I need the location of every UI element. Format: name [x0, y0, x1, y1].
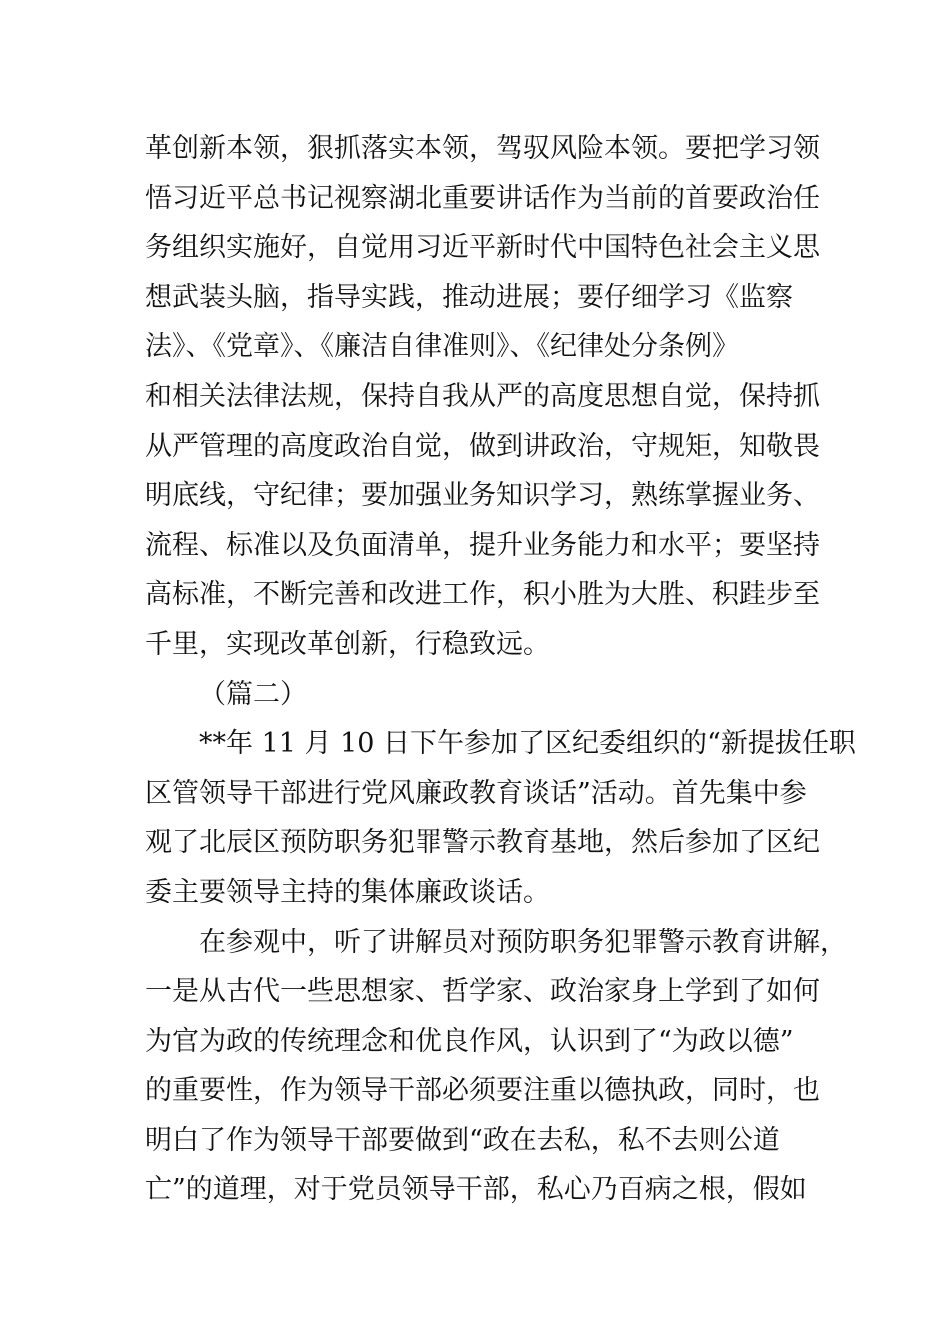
- text-line: 亡”的道理，对于党员领导干部，私心乃百病之根，假如: [145, 1174, 807, 1206]
- text-line: 一是从古代一些思想家、哲学家、政治家身上学到了如何: [145, 976, 820, 1008]
- document-body: [145, 124, 856, 1215]
- text-line: 和相关法律法规，保持自我从严的高度思想自觉，保持抓: [145, 380, 820, 412]
- text-line: 在参观中，听了讲解员对预防职务犯罪警示教育讲解，: [199, 926, 847, 958]
- text-line: 革创新本领，狠抓落实本领，驾驭风险本领。要把学习领: [145, 133, 820, 164]
- text-line: **年 11 月 10 日下午参加了区纪委组织的“新提拔任职: [199, 728, 856, 760]
- text-line: 法》、《党章》、《廉洁自律准则》、《纪律处分条例》: [145, 331, 739, 363]
- text-line: 高标准，不断完善和改进工作，积小胜为大胜、积跬步至: [145, 579, 820, 611]
- text-line: 从严管理的高度政治自觉，做到讲政治，守规矩，知敬畏: [145, 430, 820, 462]
- text-line: 务组织实施好，自觉用习近平新时代中国特色社会主义思: [145, 232, 820, 264]
- text-line: 观了北辰区预防职务犯罪警示教育基地，然后参加了区纪: [145, 827, 820, 859]
- text-line: 委主要领导主持的集体廉政谈话。: [145, 876, 550, 908]
- text-line: 千里，实现改革创新，行稳致远。: [145, 628, 550, 660]
- text-line: 流程、标准以及负面清单，提升业务能力和水平；要坚持: [145, 529, 820, 561]
- text-line: 明底线，守纪律；要加强业务知识学习，熟练掌握业务、: [145, 480, 820, 512]
- text-line: 悟习近平总书记视察湖北重要讲话作为当前的首要政治任: [145, 182, 820, 214]
- text-line: 的重要性，作为领导干部必须要注重以德执政，同时，也: [145, 1075, 820, 1107]
- text-line: 想武装头脑，指导实践，推动进展；要仔细学习《监察: [145, 281, 793, 313]
- text-line: （篇二）: [199, 678, 307, 710]
- text-line: 为官为政的传统理念和优良作风，认识到了“为政以德”: [145, 1025, 794, 1057]
- text-line: 区管领导干部进行党风廉政教育谈话”活动。首先集中参: [145, 777, 807, 809]
- text-line: 明白了作为领导干部要做到“政在去私，私不去则公道: [145, 1124, 780, 1156]
